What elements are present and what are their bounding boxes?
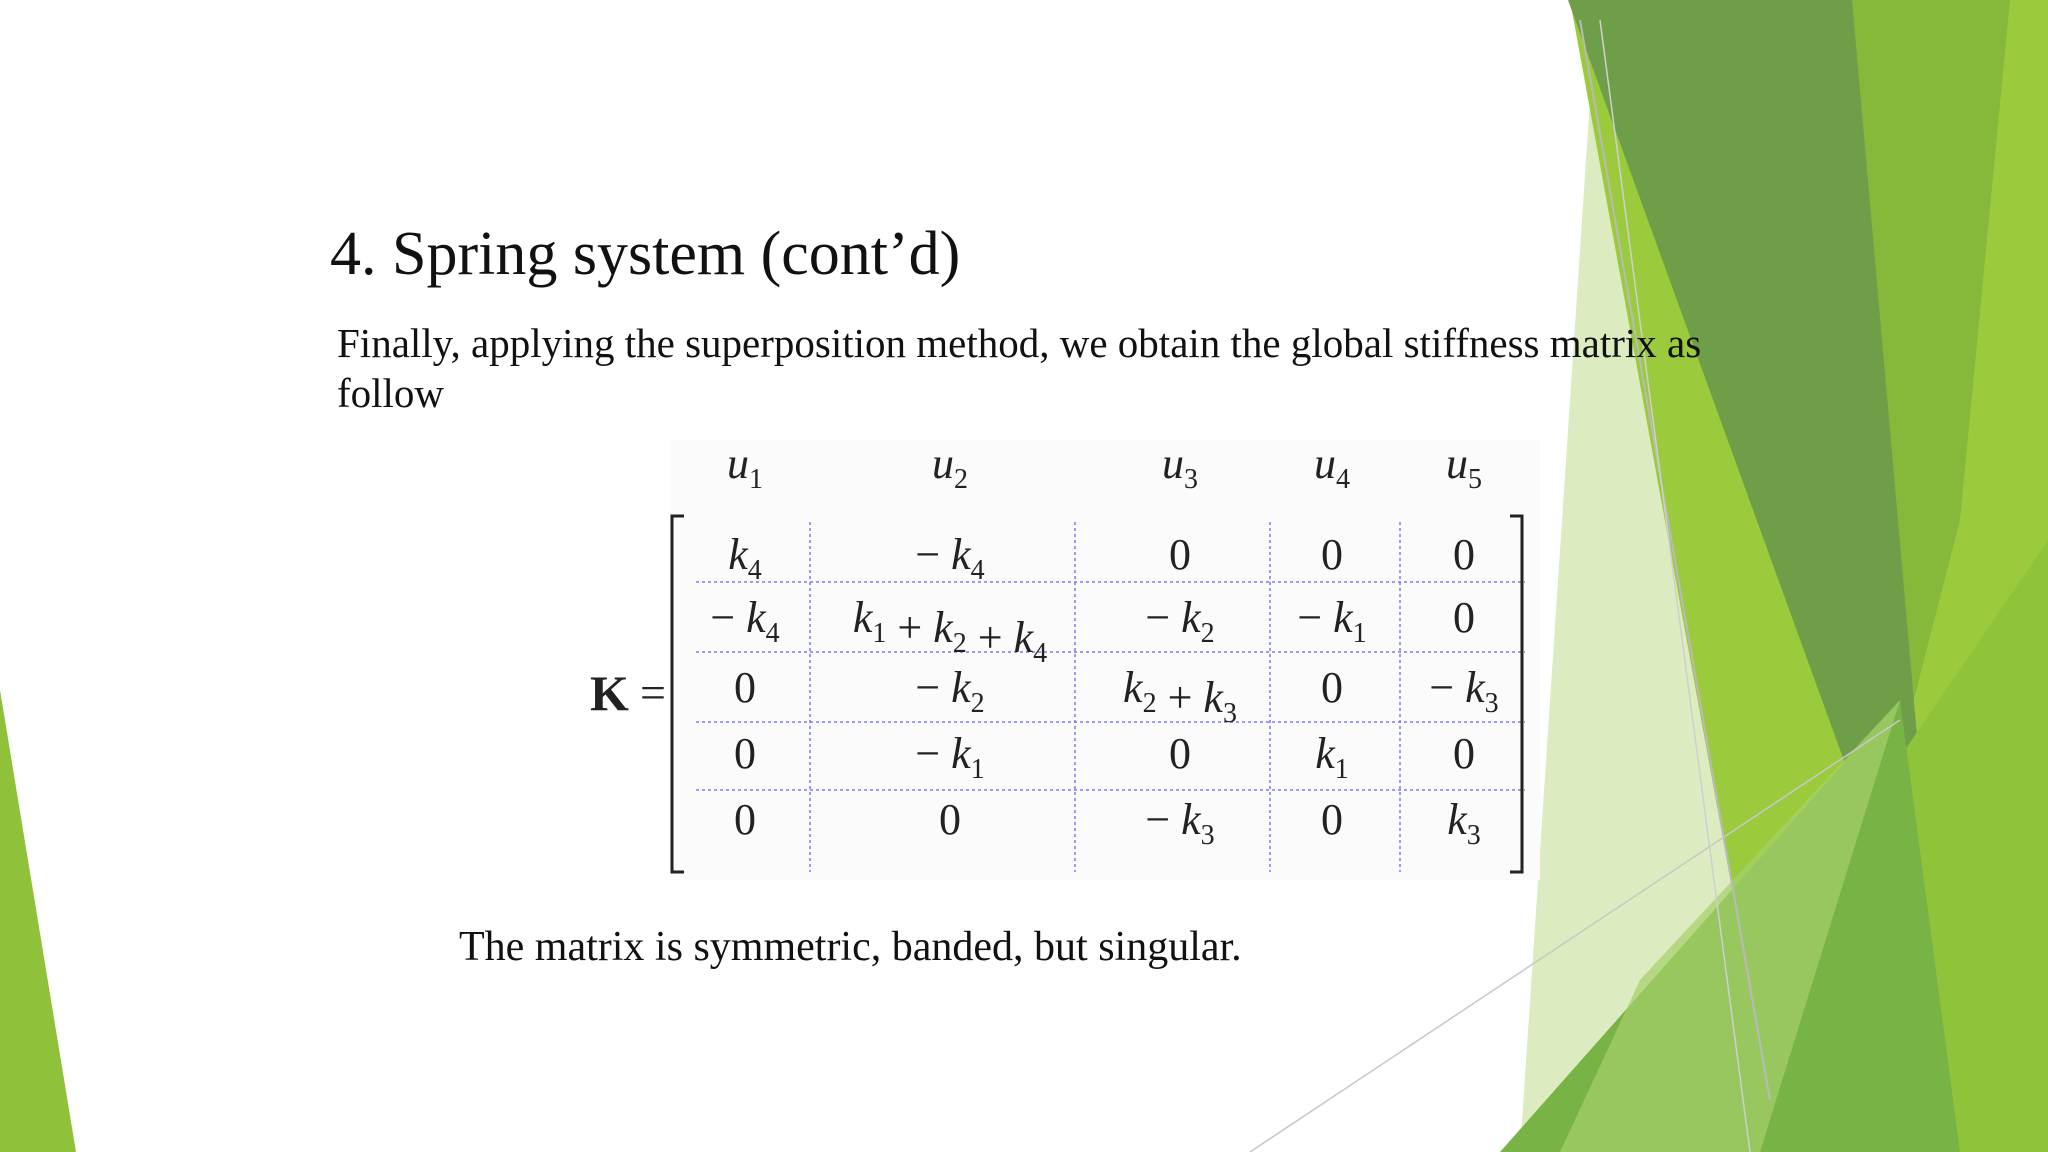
matrix-column-header: $u_5$ <box>1446 440 1482 495</box>
matrix-lhs-label: K <box>590 665 629 721</box>
matrix-cell: − $k_3$ <box>1429 663 1499 719</box>
matrix-cell: 0 <box>1169 530 1191 579</box>
matrix-cell: 0 <box>734 663 756 712</box>
matrix-cell: 0 <box>1169 729 1191 778</box>
matrix-cell: $k_2 + k_3$ <box>1123 663 1237 729</box>
matrix-cell: − $k_1$ <box>1297 593 1367 649</box>
stiffness-matrix <box>580 440 1540 880</box>
slide-title: 4. Spring system (cont’d) <box>330 220 961 288</box>
matrix-cell: 0 <box>1453 593 1475 642</box>
matrix-backdrop <box>670 440 1540 880</box>
matrix-column-header: $u_4$ <box>1314 440 1350 495</box>
matrix-cell: $k_1$ <box>1315 729 1349 785</box>
matrix-cell: $k_3$ <box>1447 795 1481 851</box>
matrix-property-note: The matrix is symmetric, banded, but singular. <box>459 924 1242 970</box>
matrix-cell: − $k_4$ <box>710 593 780 649</box>
matrix-cell: 0 <box>734 729 756 778</box>
matrix-column-header: $u_1$ <box>727 440 763 495</box>
slide-body-text: Finally, applying the superposition method, we obtain the global stiffness matrix as follow <box>337 320 1702 416</box>
matrix-cell: 0 <box>1321 663 1343 712</box>
matrix-cell: $k_1 + k_2 + k_4$ <box>852 593 1048 669</box>
matrix-cell: − $k_2$ <box>1145 593 1215 649</box>
matrix-cell: − $k_4$ <box>915 530 985 586</box>
matrix-cell: 0 <box>734 795 756 844</box>
matrix-cell: − $k_3$ <box>1145 795 1215 851</box>
matrix-cell: 0 <box>1453 530 1475 579</box>
matrix-cell: 0 <box>1321 530 1343 579</box>
matrix-cell: 0 <box>939 795 961 844</box>
left-green-accent <box>0 690 76 1152</box>
matrix-cell: − $k_2$ <box>915 663 985 719</box>
matrix-cell: 0 <box>1453 729 1475 778</box>
matrix-column-header: $u_3$ <box>1162 440 1198 495</box>
matrix-cell: − $k_1$ <box>915 729 985 785</box>
matrix-cell: $k_4$ <box>728 530 762 586</box>
matrix-equals-sign: = <box>640 667 666 718</box>
matrix-cell: 0 <box>1321 795 1343 844</box>
matrix-column-header: $u_2$ <box>932 440 968 495</box>
